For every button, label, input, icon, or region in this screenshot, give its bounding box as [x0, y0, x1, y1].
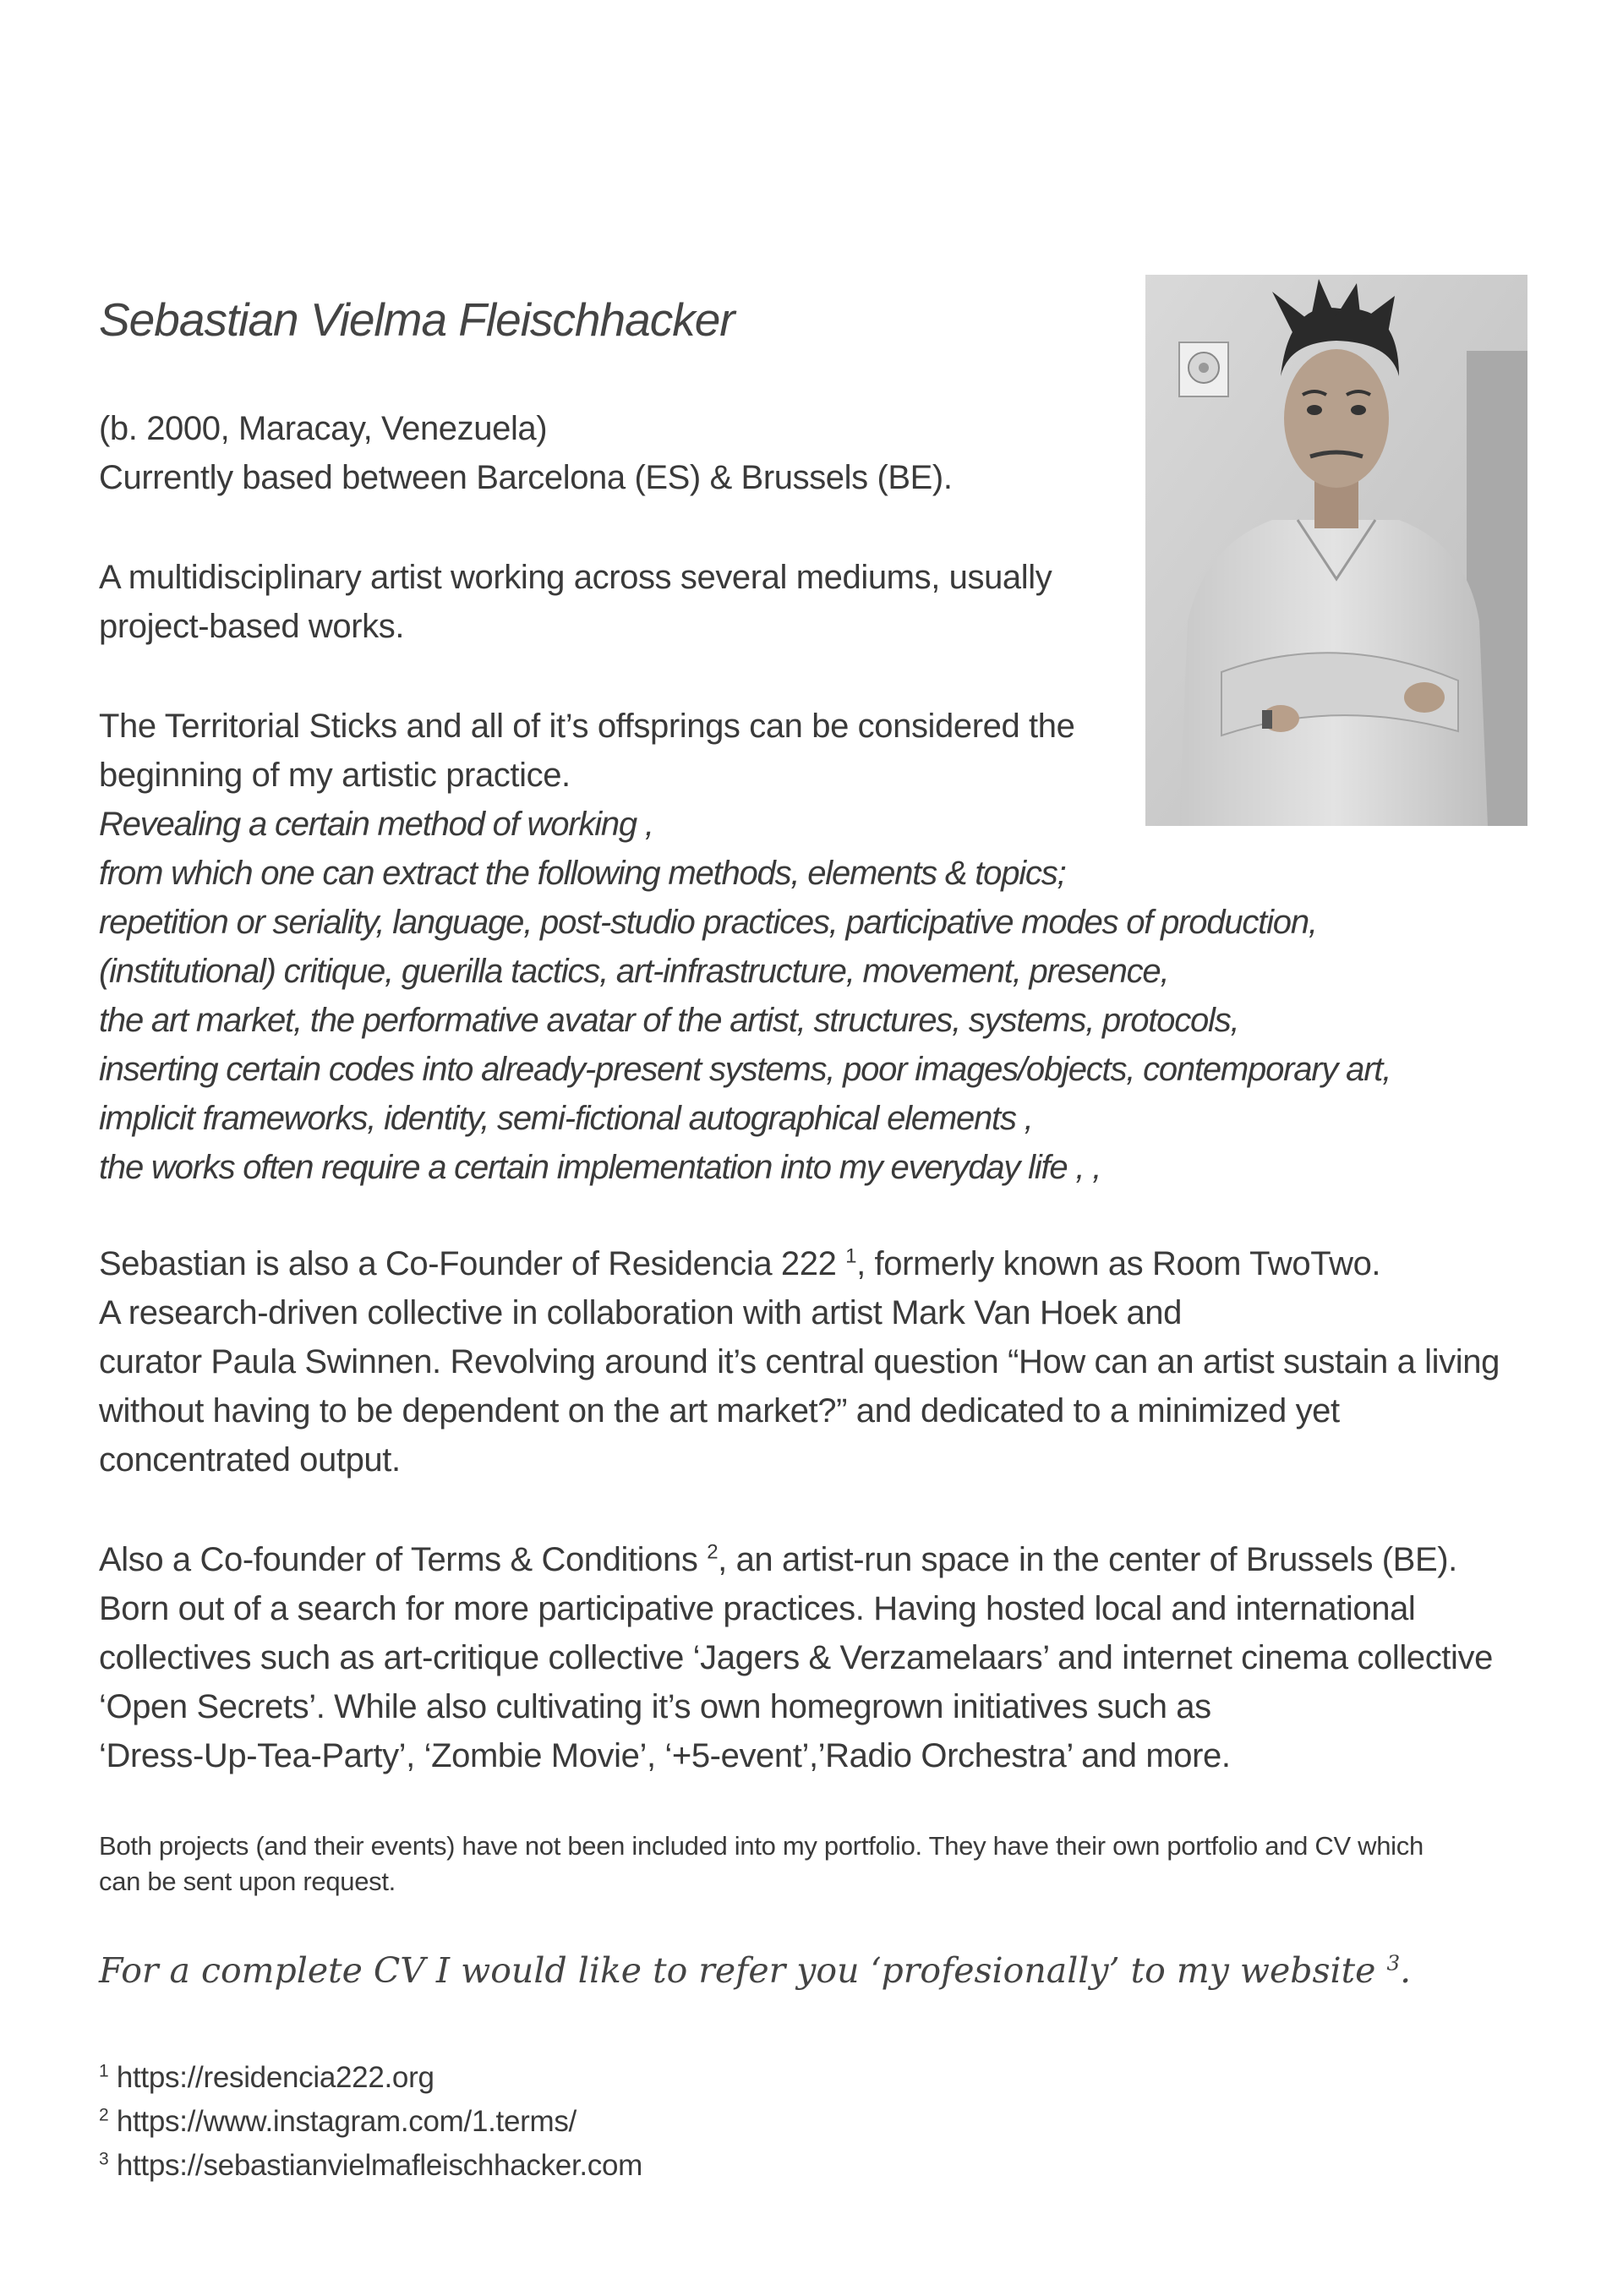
footnote-link[interactable]: https://sebastianvielmafleischhacker.com [116, 2149, 643, 2182]
footnote: $^1$ https://residencia222.org [99, 2061, 434, 2094]
wristwatch [1262, 710, 1272, 729]
terms-conditions-paragraph [99, 1535, 1493, 1780]
text-line: beginning of my artistic practice. [99, 757, 571, 794]
footnote-ref[interactable]: 1 [845, 1244, 857, 1268]
topics-line: from which one can extract the following methods, elements & topics; [99, 855, 1066, 892]
footnote-ref[interactable]: 2 [707, 1540, 719, 1564]
topics-line: repetition or seriality, language, post-studio practices, participative modes of production, [99, 904, 1317, 941]
topics-line: (institutional) critique, guerilla tactics, art-infrastructure, movement, presence, [99, 953, 1169, 990]
topics-line: the art market, the performative avatar of the artist, structures, systems, protocols, [99, 1002, 1239, 1039]
footnote: $^3$ https://sebastianvielmafleischhacker.com [99, 2149, 643, 2182]
topics-line: inserting certain codes into already-present systems, poor images/objects, contemporary art, [99, 1051, 1391, 1088]
text-line: Born out of a search for more participative practices. Having hosted local and international [99, 1590, 1416, 1627]
portfolio-note [99, 1829, 1424, 1900]
text-line: concentrated output. [99, 1441, 401, 1479]
footnote-ref[interactable]: 3 [1386, 1950, 1401, 1976]
text-line: Also a Co-founder of Terms & Conditions $^2$, an artist-run space in the center of Brussels (BE). [99, 1540, 1457, 1578]
topics-line: implicit frameworks, identity, semi-fictional autographical elements , [99, 1100, 1033, 1137]
footnotes [99, 2056, 642, 2188]
text-line: Both projects (and their events) have not been included into my portfolio. They have their own portfolio and CV which [99, 1831, 1424, 1861]
text-line: Sebastian is also a Co-Founder of Residencia 222 $^1$, formerly known as Room TwoTwo. [99, 1244, 1381, 1282]
birth-info: (b. 2000, Maracay, Venezuela) [99, 410, 548, 447]
text-line: without having to be dependent on the art market?” and dedicated to a minimized yet [99, 1392, 1340, 1430]
footnote: $^2$ https://www.instagram.com/1.terms/ [99, 2105, 577, 2138]
artist-portrait-photo [1145, 275, 1527, 826]
footnote-link[interactable]: https://residencia222.org [116, 2061, 434, 2094]
text-line: ‘Dress-Up-Tea-Party’, ‘Zombie Movie’, ‘+5-event’,’Radio Orchestra’ and more. [99, 1737, 1231, 1774]
text-line: collectives such as art-critique collective ‘Jagers & Verzamelaars’ and internet cinema collective [99, 1639, 1493, 1676]
topics-line: Revealing a certain method of working , [99, 806, 653, 843]
hand [1404, 682, 1445, 713]
text-line: project-based works. [99, 608, 405, 645]
text-line: A research-driven collective in collaboration with artist Mark Van Hoek and [99, 1294, 1182, 1331]
practice-paragraph [99, 553, 1052, 651]
residencia-paragraph [99, 1239, 1500, 1484]
intro [99, 404, 953, 502]
torso [1179, 520, 1488, 826]
vent-fan [1179, 342, 1228, 396]
text-line: A multidisciplinary artist working across several mediums, usually [99, 559, 1052, 596]
text-line: ‘Open Secrets’. While also cultivating it’s own homegrown initiatives such as [99, 1688, 1211, 1725]
footnote-link[interactable]: https://www.instagram.com/1.terms/ [116, 2105, 577, 2138]
cv-reference: For a complete CV I would like to refer you ‘profesionally’ to my website $^3$. [99, 1950, 1412, 1991]
topics-line: the works often require a certain implementation into my everyday life , , [99, 1149, 1101, 1186]
text-line: curator Paula Swinnen. Revolving around it’s central question “How can an artist sustain a living [99, 1343, 1500, 1380]
text-line: The Territorial Sticks and all of it’s offsprings can be considered the [99, 708, 1075, 745]
text-line: can be sent upon request. [99, 1867, 396, 1896]
location-info: Currently based between Barcelona (ES) & Brussels (BE). [99, 459, 953, 496]
artist-name: Sebastian Vielma Fleischhacker [99, 293, 735, 346]
